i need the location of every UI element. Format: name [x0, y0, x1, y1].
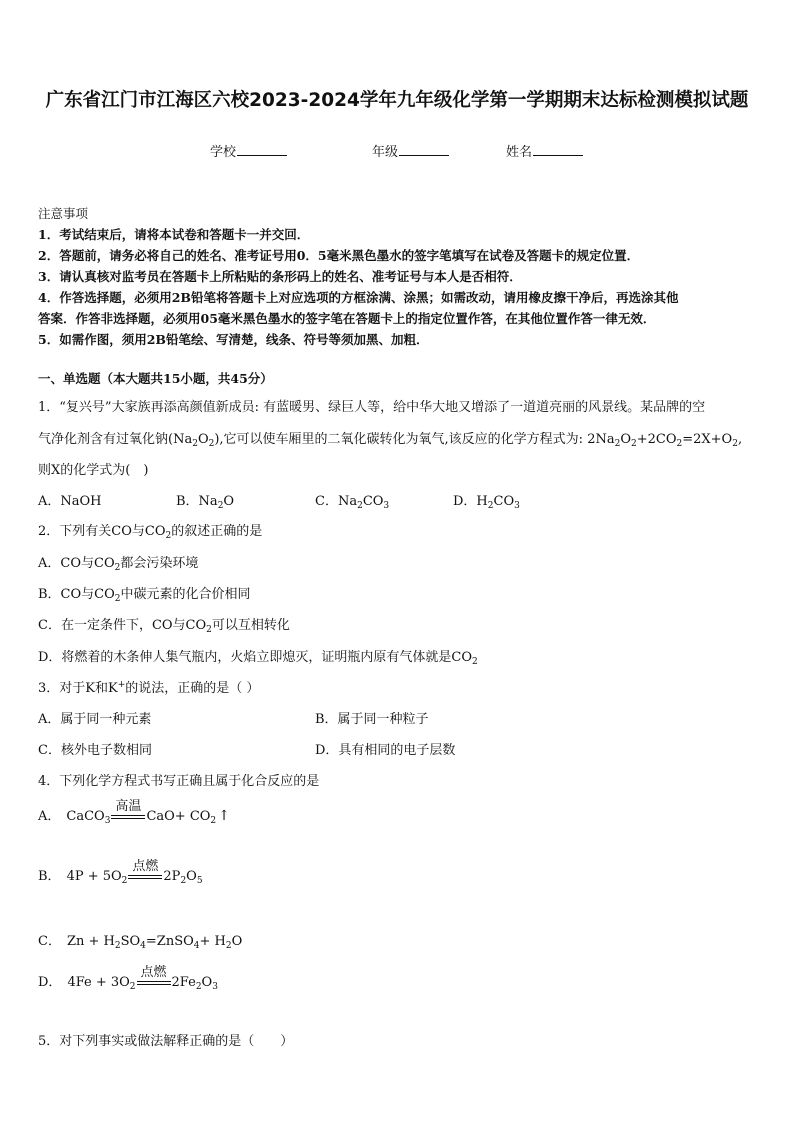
- q2-option-c[interactable]: C．在一定条件下，CO与$CO_2$可以互相转化: [38, 618, 290, 635]
- q2-stem: 2．下列有关CO与$CO_2$的叙述正确的是: [38, 524, 263, 541]
- section-heading: 一、单选题（本大题共15小题，共45分）: [38, 371, 273, 386]
- grade-field[interactable]: 年级: [372, 141, 449, 160]
- name-blank[interactable]: [533, 143, 583, 156]
- q2-option-a[interactable]: A．CO与$CO_2$都会污染环境: [38, 556, 199, 573]
- q3-option-a[interactable]: A．属于同一种元素: [38, 712, 152, 727]
- condition-high-temp: 高温: [111, 800, 145, 824]
- q4-option-a[interactable]: A． CaCO$_3$ 高温 $CaO+ CO_2$ ↑: [38, 799, 230, 826]
- notes-block: [38, 203, 758, 350]
- q1-line1: 1．“复兴号”大家族再添高颜值新成员: 有蓝暖男、绿巨人等，给中华大地又增添了一道道亮丽的风景线。某品牌的空: [38, 400, 706, 415]
- notes-heading: 注意事项: [38, 206, 89, 221]
- note-item: 3．请认真核对监考员在答题卡上所粘贴的条形码上的姓名、准考证号与本人是否相符．: [38, 269, 522, 284]
- page-title: 广东省江门市江海区六校2023-2024学年九年级化学第一学期期末达标检测模拟试题: [45, 90, 749, 111]
- note-item: 2．答题前，请务必将自己的姓名、准考证号用0．5毫米黑色墨水的签字笔填写在试卷及答题卡的规定位置．: [38, 248, 640, 263]
- q4-option-c[interactable]: C． $Zn + H_2SO_4=ZnSO_4+ H_2O$: [38, 934, 243, 951]
- q2-option-d[interactable]: D．将燃着的木条伸人集气瓶内，火焰立即熄灭，证明瓶内原有气体就是$CO_2$: [38, 650, 478, 667]
- q3-stem: 3．对于K和K+的说法，正确的是（ ）: [38, 680, 260, 696]
- q1-option-d[interactable]: D．$H_2CO_3$: [453, 494, 520, 511]
- school-blank[interactable]: [237, 143, 287, 156]
- note-item: 5．如需作图，须用2B铅笔绘、写清楚，线条、符号等须加黑、加粗．: [38, 332, 429, 347]
- gas-arrow-icon: ↑: [218, 808, 230, 824]
- q3-option-b[interactable]: B．属于同一种粒子: [315, 712, 429, 727]
- note-item: 4．作答选择题，必须用2B铅笔将答题卡上对应选项的方框涂满、涂黑；如需改动，请用橡皮擦干净后，再选涂其他: [38, 290, 679, 305]
- q4-option-b[interactable]: B． $4P + 5O_2$ 点燃 $2P_2O_5$: [38, 859, 203, 886]
- q4-stem: 4．下列化学方程式书写正确且属于化合反应的是: [38, 774, 320, 789]
- q1-option-a[interactable]: A．NaOH: [38, 494, 102, 509]
- q4-option-d[interactable]: D． $4Fe + 3O_2$ 点燃 $2Fe_2O_3$: [38, 965, 218, 992]
- q3-option-d[interactable]: D．具有相同的电子层数: [315, 743, 456, 758]
- q3-option-c[interactable]: C．核外电子数相同: [38, 743, 152, 758]
- school-field[interactable]: 学校: [210, 141, 287, 160]
- q1-line3: 则X的化学式为( ): [38, 463, 149, 478]
- q2-option-b[interactable]: B．CO与$CO_2$中碳元素的化合价相同: [38, 587, 251, 604]
- grade-blank[interactable]: [399, 143, 449, 156]
- name-field[interactable]: 姓名: [506, 141, 583, 160]
- condition-ignite: 点燃: [137, 966, 171, 990]
- note-item: 答案．作答非选择题，必须用05毫米黑色墨水的签字笔在答题卡上的指定位置作答，在其他位置作答一律无效．: [38, 311, 656, 326]
- q5-stem: 5．对下列事实或做法解释正确的是（ ）: [38, 1034, 294, 1049]
- note-item: 1．考试结束后，请将本试卷和答题卡一并交回．: [38, 227, 310, 242]
- q1-option-b[interactable]: B．$Na_2O$: [176, 494, 235, 511]
- q1-line2: 气净化剂含有过氧化钠$(Na_2O_2)$,它可以使车厢里的二氧化碳转化为氧气,该反应的化学方程式为: $2Na_2O_2+2CO_2=2X+O_2$,: [38, 432, 743, 449]
- condition-ignite: 点燃: [128, 860, 162, 884]
- q1-option-c[interactable]: C．$Na_2CO_3$: [315, 494, 390, 511]
